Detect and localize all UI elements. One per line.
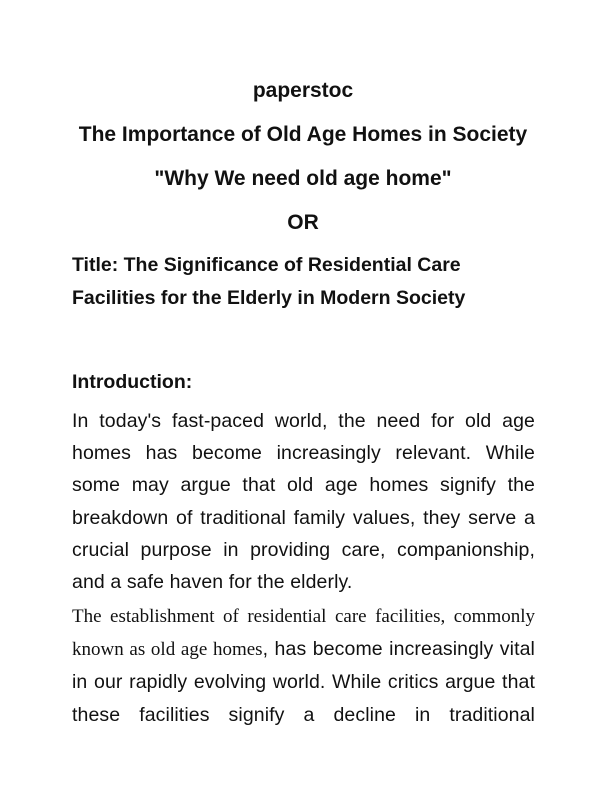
introduction-heading: Introduction: [72,371,193,393]
second-paragraph-serif-run: The establishment of residential care facilities, commonly known as old age homes [72,606,535,661]
introduction-paragraph: In today's fast-paced world, the need for old age homes has become increasingly relevant. While some may argue that old age homes signify the breakdown of traditional family values, they serve a crucial purpose in providing care, companionship, and a safe haven for the elderly. [72,410,535,594]
alternate-title: Title: The Significance of Residential Care Facilities for the Elderly in Modern Society [72,254,466,309]
second-paragraph-text: , has become increasingly vital in our rapidly evolving world. While critics argue that these facilities signify a decline in traditional [72,638,535,726]
main-title: The Importance of Old Age Homes in Society [78,123,528,146]
subtitle: "Why We need old age home" [154,167,452,190]
brand-heading: paperstoc [252,79,354,102]
second-paragraph [72,600,535,731]
or-separator: OR [287,211,319,234]
